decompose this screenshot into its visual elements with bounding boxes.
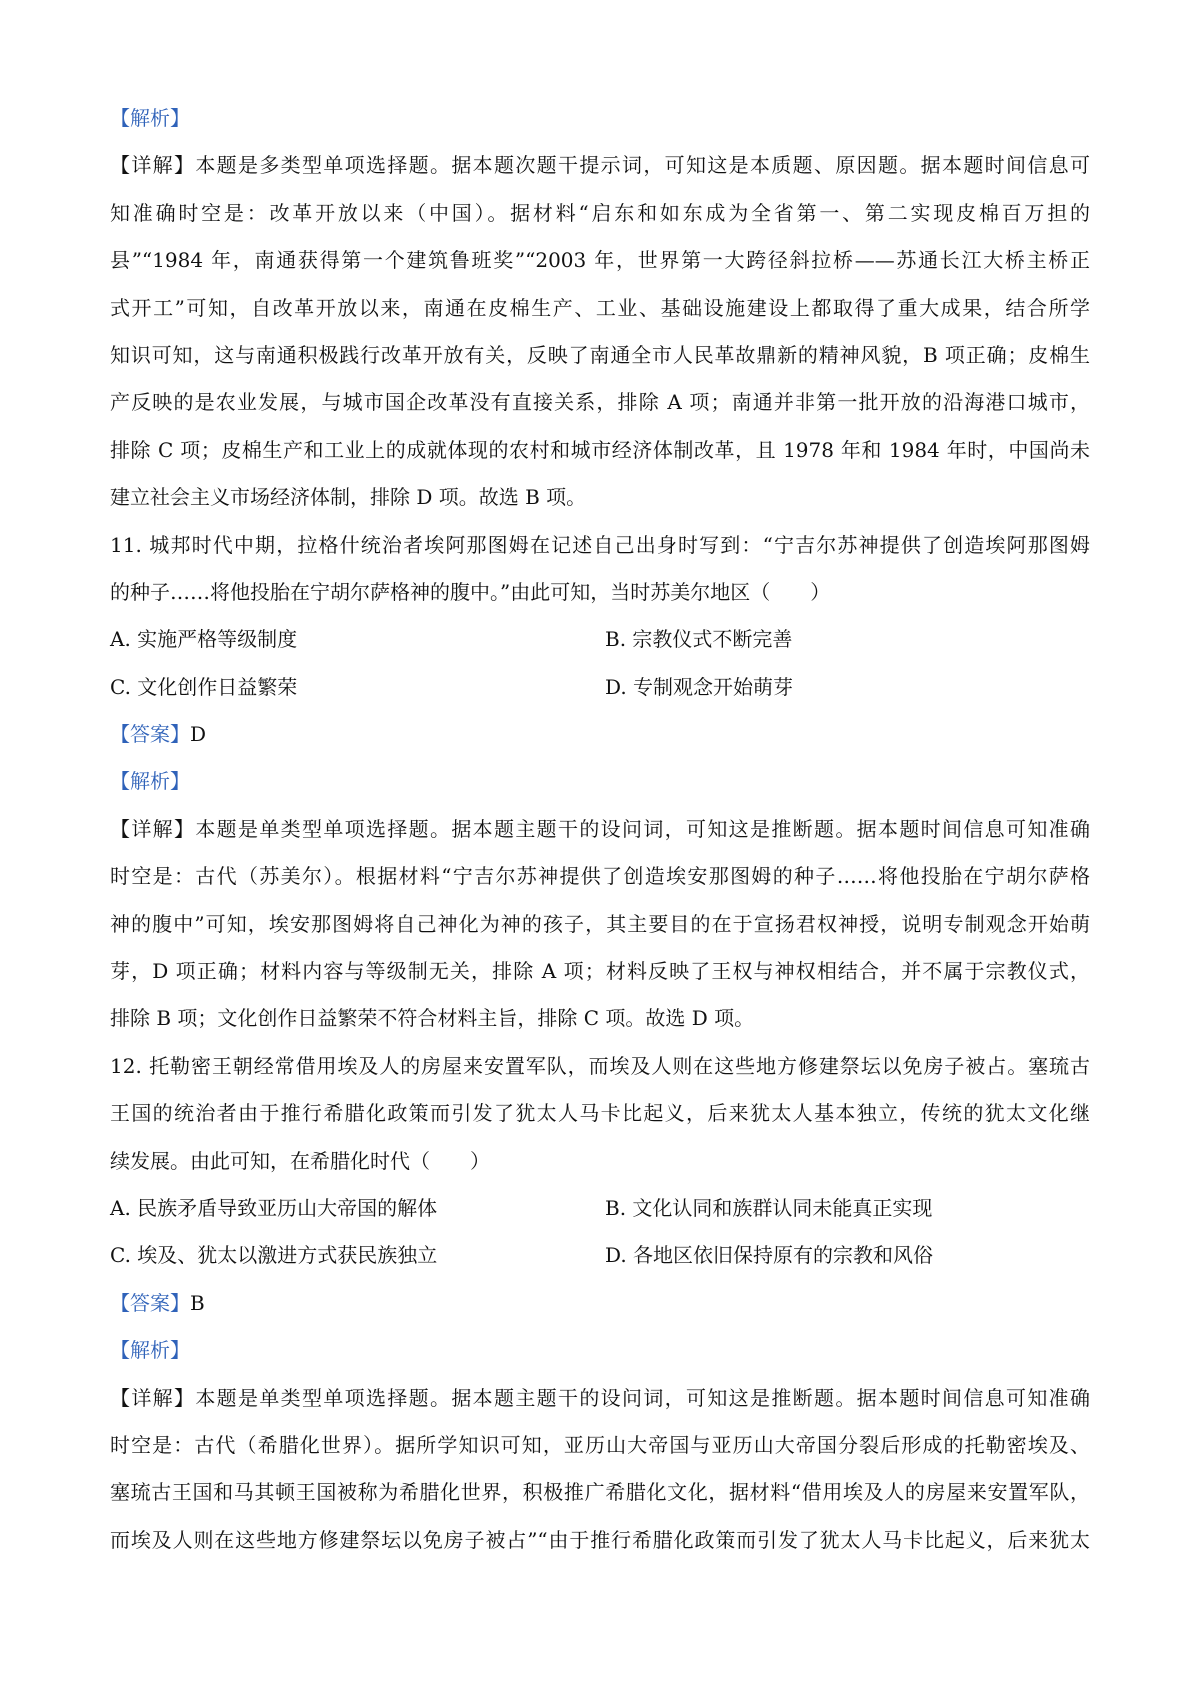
q11-detail-line: 【详解】本题是单类型单项选择题。据本题主题干的设问词，可知这是推断题。据本题时间信息可知准确 bbox=[110, 816, 1090, 841]
q11-option-a: A. 实施严格等级制度 bbox=[110, 627, 298, 652]
q11-answer-label: 【答案】 bbox=[110, 722, 190, 747]
q12-answer-value: B bbox=[190, 1290, 205, 1315]
q12-detail-line: 而埃及人则在这些地方修建祭坛以免房子被占”“由于推行希腊化政策而引发了犹太人马卡比起义，后来犹太 bbox=[110, 1527, 1090, 1552]
q12-stem-line: 续发展。由此可知，在希腊化时代（ ） bbox=[110, 1148, 490, 1173]
q10-detail-line: 【详解】本题是多类型单项选择题。据本题次题干提示词，可知这是本质题、原因题。据本题时间信息可 bbox=[110, 153, 1090, 178]
q10-detail-line: 知识可知，这与南通积极践行改革开放有关，反映了南通全市人民革故鼎新的精神风貌，B 项正确；皮棉生 bbox=[110, 342, 1090, 367]
q12-stem-line: 王国的统治者由于推行希腊化政策而引发了犹太人马卡比起义，后来犹太人基本独立，传统的犹太文化继 bbox=[110, 1101, 1090, 1126]
q10-detail-line: 式开工”可知，自改革开放以来，南通在皮棉生产、工业、基础设施建设上都取得了重大成果，结合所学 bbox=[110, 295, 1090, 320]
q11-analysis-label: 【解析】 bbox=[110, 769, 190, 794]
q12-option-d: D. 各地区依旧保持原有的宗教和风俗 bbox=[605, 1243, 934, 1268]
q11-option-d: D. 专制观念开始萌芽 bbox=[605, 674, 794, 699]
q10-detail-line: 知准确时空是：改革开放以来（中国）。据材料“启东和如东成为全省第一、第二实现皮棉百万担的 bbox=[110, 200, 1090, 225]
q12-detail-line: 时空是：古代（希腊化世界）。据所学知识可知，亚历山大帝国与亚历山大帝国分裂后形成的托勒密埃及、 bbox=[110, 1432, 1090, 1457]
q12-option-a: A. 民族矛盾导致亚历山大帝国的解体 bbox=[110, 1195, 438, 1220]
q10-detail-line: 县”“1984 年，南通获得第一个建筑鲁班奖”“2003 年，世界第一大跨径斜拉桥——苏通长江大桥主桥正 bbox=[110, 248, 1090, 273]
q11-options-row bbox=[110, 616, 1090, 663]
q11-option-b: B. 宗教仪式不断完善 bbox=[605, 627, 793, 652]
q11-detail-line: 神的腹中”可知，埃安那图姆将自己神化为神的孩子，其主要目的在于宣扬君权神授，说明专制观念开始萌 bbox=[110, 911, 1090, 936]
q12-detail-line: 塞琉古王国和马其顿王国被称为希腊化世界，积极推广希腊化文化，据材料“借用埃及人的房屋来安置军队， bbox=[110, 1480, 1090, 1505]
q12-option-c: C. 埃及、犹太以激进方式获民族独立 bbox=[110, 1243, 438, 1268]
q11-detail-line: 时空是：古代（苏美尔）。根据材料“宁吉尔苏神提供了创造埃安那图姆的种子……将他投胎在宁胡尔萨格 bbox=[110, 864, 1090, 889]
q12-stem-line: 12. 托勒密王朝经常借用埃及人的房屋来安置军队，而埃及人则在这些地方修建祭坛以免房子被占。塞琉古 bbox=[110, 1053, 1090, 1078]
q11-stem-line: 的种子……将他投胎在宁胡尔萨格神的腹中。”由此可知，当时苏美尔地区（ ） bbox=[110, 579, 831, 604]
q12-options-row bbox=[110, 1185, 1090, 1232]
q11-options-row bbox=[110, 664, 1090, 711]
q12-detail-line: 【详解】本题是单类型单项选择题。据本题主题干的设问词，可知这是推断题。据本题时间信息可知准确 bbox=[110, 1385, 1090, 1410]
q10-detail-line: 产反映的是农业发展，与城市国企改革没有直接关系，排除 A 项；南通并非第一批开放的沿海港口城市， bbox=[110, 390, 1090, 415]
q12-analysis-label: 【解析】 bbox=[110, 1338, 190, 1363]
q10-detail-line: 建立社会主义市场经济体制，排除 D 项。故选 B 项。 bbox=[110, 485, 587, 510]
q11-answer bbox=[110, 711, 1090, 758]
q12-options-row bbox=[110, 1232, 1090, 1279]
q12-option-b: B. 文化认同和族群认同未能真正实现 bbox=[605, 1195, 933, 1220]
q11-detail-line: 排除 B 项；文化创作日益繁荣不符合材料主旨，排除 C 项。故选 D 项。 bbox=[110, 1006, 755, 1031]
q12-answer bbox=[110, 1280, 1090, 1327]
q11-stem-line: 11. 城邦时代中期，拉格什统治者埃阿那图姆在记述自己出身时写到：“宁吉尔苏神提供了创造埃阿那图姆 bbox=[110, 532, 1090, 557]
q11-answer-value: D bbox=[190, 722, 207, 747]
q10-analysis-label: 【解析】 bbox=[110, 106, 190, 130]
q11-detail-line: 芽，D 项正确；材料内容与等级制无关，排除 A 项；材料反映了王权与神权相结合，并不属于宗教仪式， bbox=[110, 959, 1090, 984]
q12-answer-label: 【答案】 bbox=[110, 1290, 190, 1315]
q10-detail-line: 排除 C 项；皮棉生产和工业上的成就体现的农村和城市经济体制改革，且 1978 年和 1984 年时，中国尚未 bbox=[110, 437, 1090, 462]
q11-option-c: C. 文化创作日益繁荣 bbox=[110, 674, 298, 699]
